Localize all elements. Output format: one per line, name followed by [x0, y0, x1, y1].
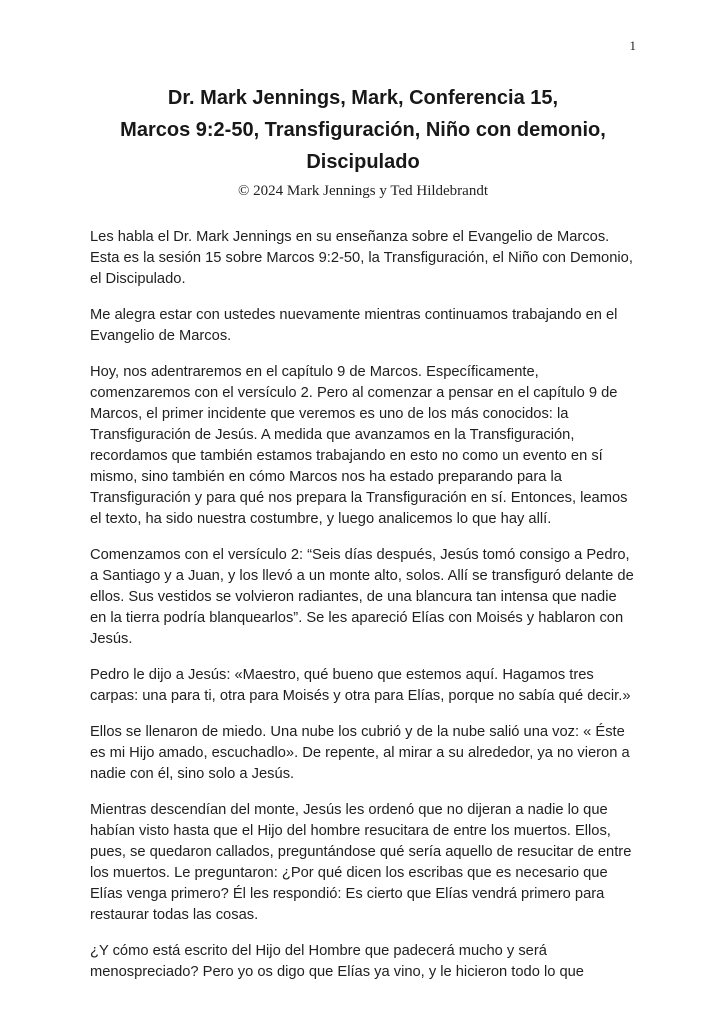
document-title: [90, 82, 636, 178]
title-line-1: Dr. Mark Jennings, Mark, Conferencia 15,: [167, 87, 559, 109]
paragraph-descenso: Mientras descendían del monte, Jesús les ordenó que no dijeran a nadie lo que habían visto hasta que el Hijo del hombre resucitara de entre los muertos. Ellos, pues, se quedaron callados, preguntándose qué sería aquello de resucitar de entre los muertos. Le preguntaron: ¿Por qué dicen los escribas que es necesario que Elías venga primero? Él les respondió: Es cierto que Elías vendrá primero para restaurar todas las cosas.: [90, 802, 632, 923]
title-line-3: Discipulado: [306, 151, 420, 173]
paragraph-greeting: Me alegra estar con ustedes nuevamente mientras continuamos trabajando en el Evangelio de Marcos.: [90, 307, 618, 344]
title-line-2: Marcos 9:2-50, Transfiguración, Niño con demonio,: [120, 119, 606, 141]
paragraph-verse-quote: Comenzamos con el versículo 2: “Seis días después, Jesús tomó consigo a Pedro, a Santiago y a Juan, y los llevó a un monte alto, solos. Allí se transfiguró delante de ellos. Sus vestidos se volvieron radiantes, de una blancura tan intensa que nadie en la tierra podría blanquearlos”. Se les apareció Elías con Moisés y hablaron con Jesús.: [90, 547, 634, 647]
paragraph-overview: Hoy, nos adentraremos en el capítulo 9 de Marcos. Específicamente, comenzaremos con el versículo 2. Pero al comenzar a pensar en el capítulo 9 de Marcos, el primer incidente que veremos es uno de los más conocidos: la Transfiguración de Jesús. A medida que avanzamos en la Transfiguración, recordamos que también estamos trabajando en esto no como un evento en sí mismo, sino también en cómo Marcos nos ha estado preparando para la Transfiguración y para qué nos prepara la Transfiguración en sí. Entonces, leamos el texto, ha sido nuestra costumbre, y luego analicemos lo que hay allí.: [90, 364, 628, 527]
page-number: 1: [629, 38, 636, 53]
copyright-line: © 2024 Mark Jennings y Ted Hildebrandt: [237, 183, 489, 199]
paragraph-intro: Les habla el Dr. Mark Jennings en su enseñanza sobre el Evangelio de Marcos. Esta es la sesión 15 sobre Marcos 9:2-50, la Transfiguración, el Niño con Demonio, el Discipulado.: [90, 229, 633, 287]
paragraph-elias: ¿Y cómo está escrito del Hijo del Hombre que padecerá mucho y será menospreciado? Pero yo os digo que Elías ya vino, y le hicieron todo lo que: [90, 943, 584, 980]
document-content: [90, 82, 636, 998]
paragraph-nube: Ellos se llenaron de miedo. Una nube los cubrió y de la nube salió una voz: « Éste es mi Hijo amado, escuchadlo». De repente, al mirar a su alrededor, ya no vieron a nadie con él, sino solo a Jesús.: [90, 724, 630, 782]
document-body: [90, 227, 636, 983]
paragraph-pedro: Pedro le dijo a Jesús: «Maestro, qué bueno que estemos aquí. Hagamos tres carpas: una para ti, otra para Moisés y otra para Elías, porque no sabía qué decir.»: [90, 667, 631, 704]
